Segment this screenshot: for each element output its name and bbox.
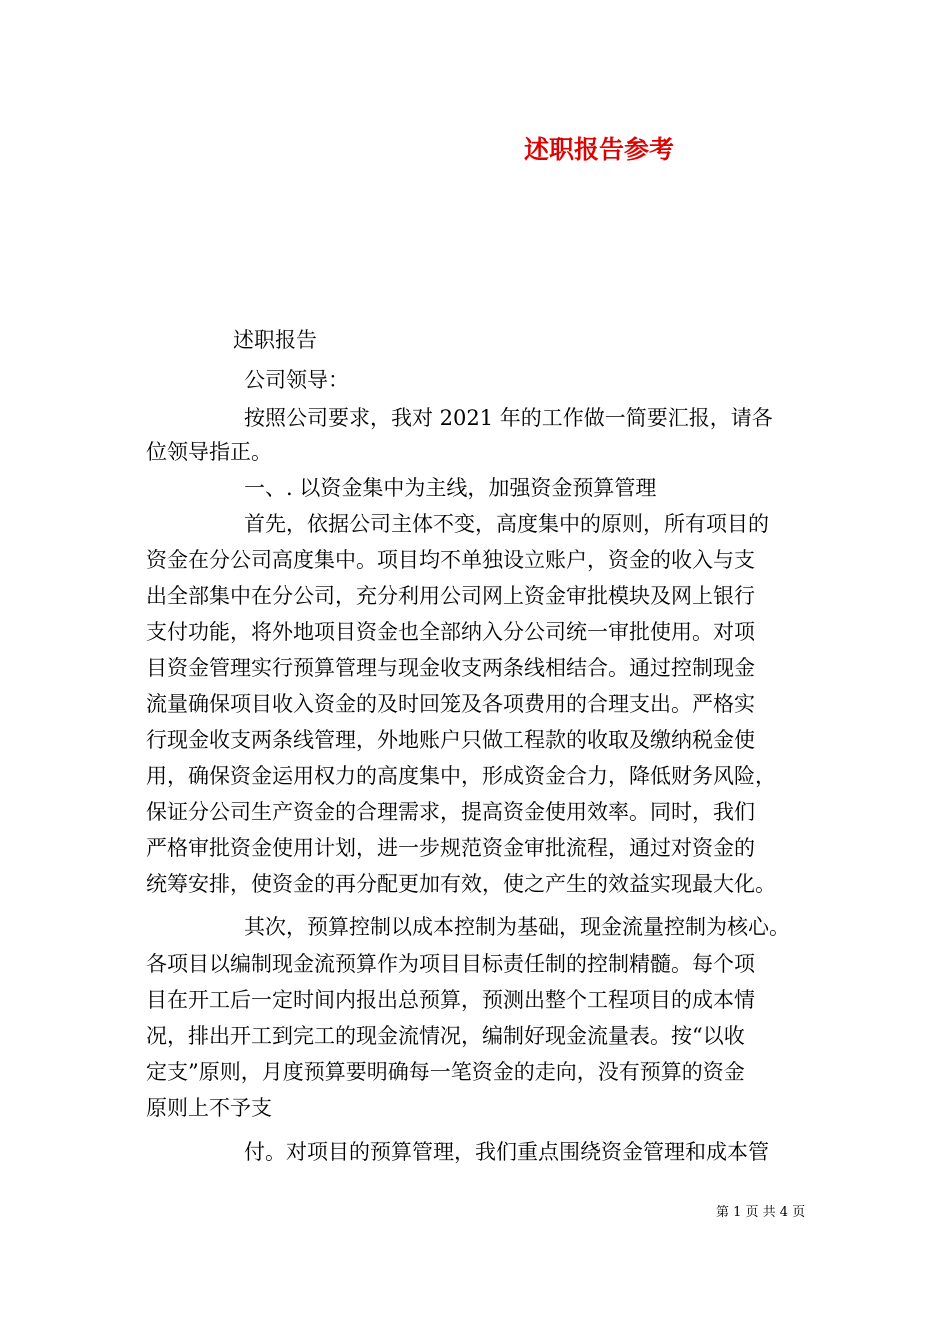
paragraph-line: 严格审批资金使用计划，进一步规范资金审批流程，通过对资金的 <box>146 836 755 860</box>
paragraph-line: 原则上不予支 <box>146 1096 272 1120</box>
paragraph-line: 各项目以编制现金流预算作为项目目标责任制的控制精髓。每个项 <box>146 952 755 976</box>
document-title: 述职报告参考 <box>524 135 675 164</box>
paragraph-line: 用，确保资金运用权力的高度集中，形成资金合力，降低财务风险， <box>146 764 776 788</box>
paragraph-line: 首先，依据公司主体不变，高度集中的原则，所有项目的 <box>244 512 769 536</box>
page-number: 第 1 页 共 4 页 <box>716 1205 806 1220</box>
paragraph-line: 目在开工后一定时间内报出总预算，预测出整个工程项目的成本情 <box>146 988 755 1012</box>
paragraph-line: 付。对项目的预算管理，我们重点围绕资金管理和成本管 <box>244 1140 769 1164</box>
paragraph-line: 况，排出开工到完工的现金流情况，编制好现金流量表。按“以收 <box>146 1024 745 1048</box>
paragraph-line: 行现金收支两条线管理，外地账户只做工程款的收取及缴纳税金使 <box>146 728 755 752</box>
paragraph-line: 出全部集中在分公司，充分利用公司网上资金审批模块及网上银行 <box>146 584 755 608</box>
paragraph-line: 按照公司要求，我对 2021 年的工作做一简要汇报，请各 <box>244 406 773 430</box>
paragraph-line: 统筹安排，使资金的再分配更加有效，使之产生的效益实现最大化。 <box>146 872 776 896</box>
paragraph-line: 其次，预算控制以成本控制为基础，现金流量控制为核心。 <box>244 915 790 939</box>
section-heading: 一、. 以资金集中为主线，加强资金预算管理 <box>244 476 657 500</box>
document-heading: 述职报告 <box>233 328 317 352</box>
salutation: 公司领导： <box>244 368 349 392</box>
paragraph-line: 流量确保项目收入资金的及时回笼及各项费用的合理支出。严格实 <box>146 692 755 716</box>
paragraph-line: 保证分公司生产资金的合理需求，提高资金使用效率。同时，我们 <box>146 800 755 824</box>
paragraph-line: 支付功能，将外地项目资金也全部纳入分公司统一审批使用。对项 <box>146 620 755 644</box>
paragraph-line: 目资金管理实行预算管理与现金收支两条线相结合。通过控制现金 <box>146 656 755 680</box>
paragraph-line: 位领导指正。 <box>146 440 272 464</box>
paragraph-line: 定支”原则，月度预算要明确每一笔资金的走向，没有预算的资金 <box>146 1060 745 1084</box>
paragraph-line: 资金在分公司高度集中。项目均不单独设立账户，资金的收入与支 <box>146 548 755 572</box>
